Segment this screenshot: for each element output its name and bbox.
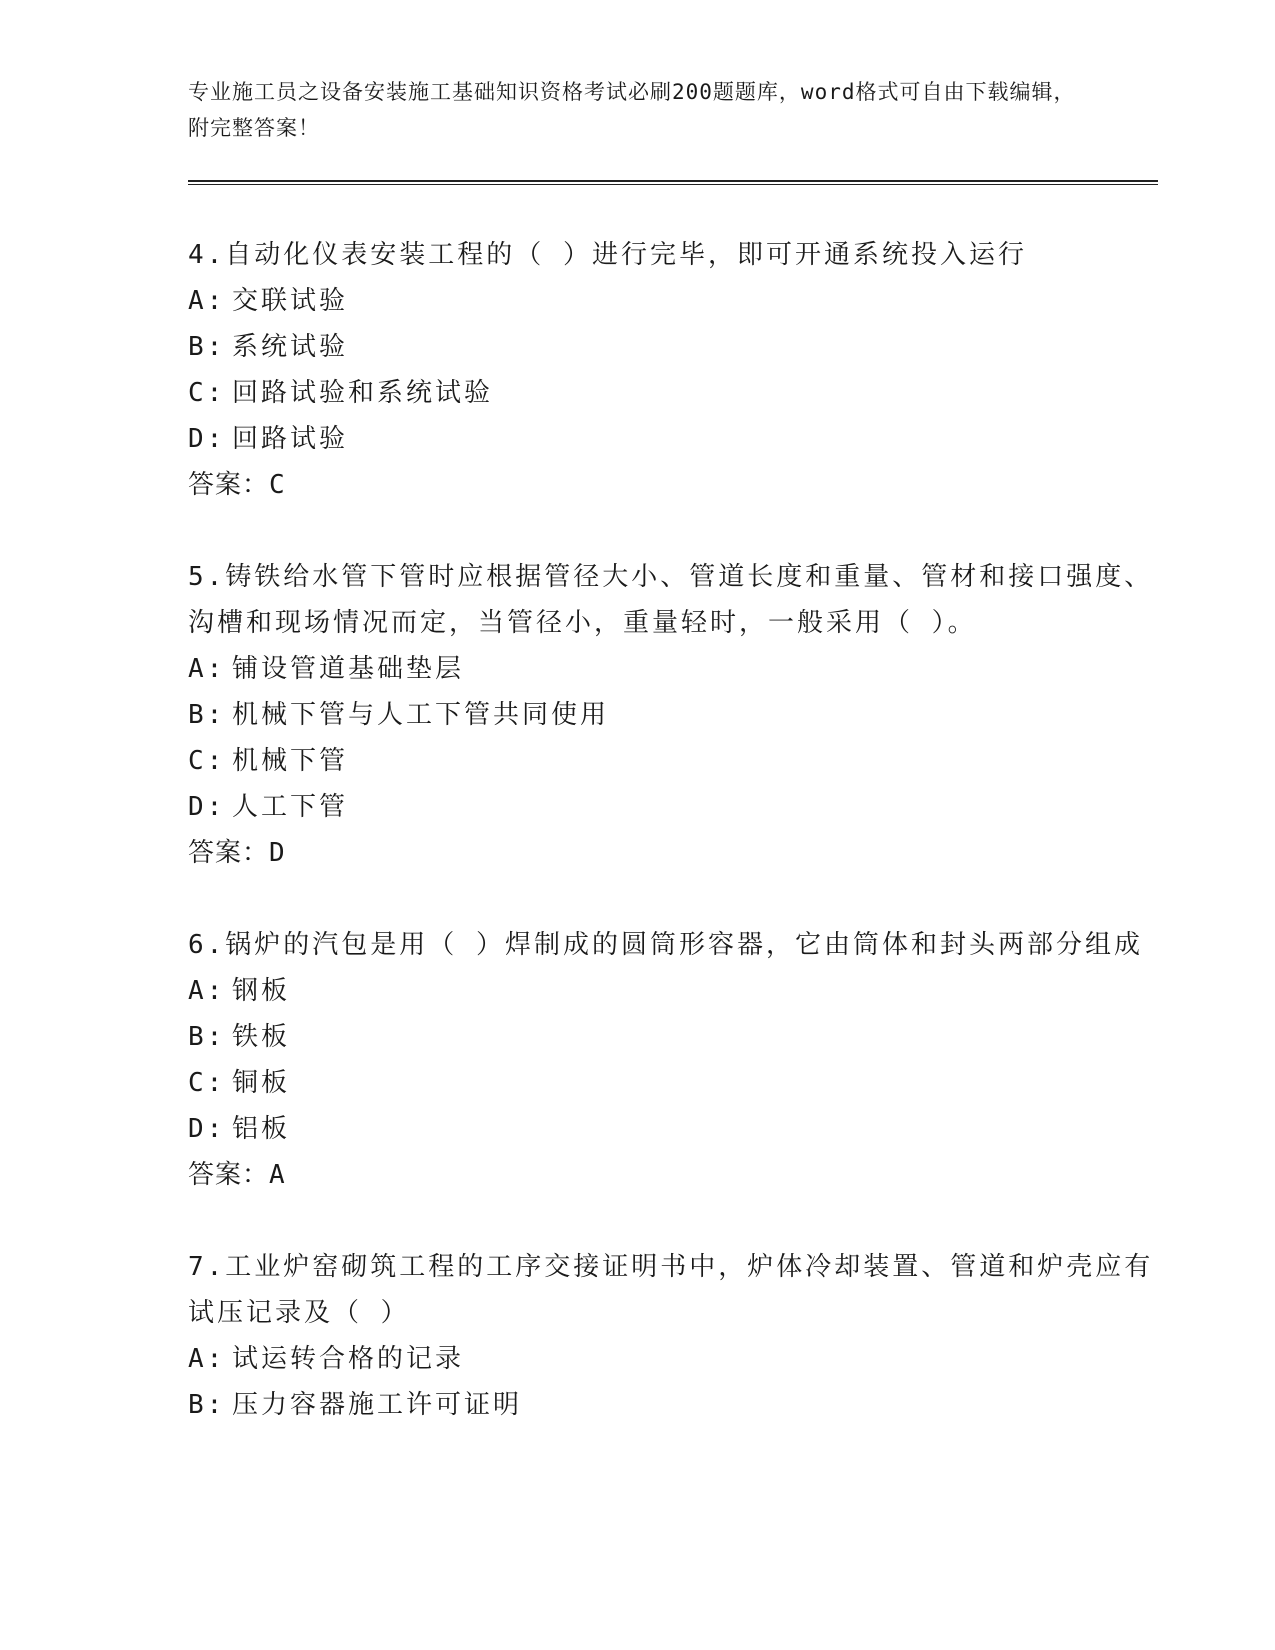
option-text: 钢板 [232, 976, 291, 1006]
option-key: D: [188, 424, 226, 454]
option-text: 回路试验 [232, 424, 349, 454]
option-key: C: [188, 746, 226, 776]
option-text: 试运转合格的记录 [232, 1344, 465, 1374]
option-b [188, 1014, 1158, 1060]
option-a [188, 646, 1158, 692]
option-d [188, 784, 1158, 830]
document-header: 专业施工员之设备安装施工基础知识资格考试必刷200题题库，word格式可自由下载编辑，附完整答案！ [188, 80, 1076, 140]
option-b [188, 1382, 1158, 1428]
option-text: 铜板 [232, 1068, 291, 1098]
option-text: 机械下管与人工下管共同使用 [232, 700, 610, 730]
question-7 [188, 1244, 1158, 1428]
option-key: B: [188, 700, 226, 730]
option-key: C: [188, 378, 226, 408]
question-stem: 6.锅炉的汽包是用（ ）焊制成的圆筒形容器，它由筒体和封头两部分组成 [188, 930, 1143, 960]
option-d [188, 416, 1158, 462]
answer-label: 答案： [188, 1160, 270, 1190]
question-6 [188, 922, 1158, 1198]
question-stem: 4.自动化仪表安装工程的（ ）进行完毕，即可开通系统投入运行 [188, 240, 1027, 270]
option-key: B: [188, 1390, 226, 1420]
answer-line [188, 1152, 1158, 1198]
option-text: 人工下管 [232, 792, 349, 822]
answer-line [188, 830, 1158, 876]
question-5 [188, 554, 1158, 876]
option-a [188, 1336, 1158, 1382]
question-stem: 7.工业炉窑砌筑工程的工序交接证明书中，炉体冷却装置、管道和炉壳应有试压记录及（ ） [188, 1252, 1154, 1328]
option-key: B: [188, 1022, 226, 1052]
answer-value: D [269, 838, 286, 868]
option-key: A: [188, 286, 226, 316]
option-b [188, 692, 1158, 738]
option-c [188, 738, 1158, 784]
option-d [188, 1106, 1158, 1152]
option-key: A: [188, 976, 226, 1006]
header-divider [188, 180, 1158, 185]
option-a [188, 968, 1158, 1014]
option-text: 铺设管道基础垫层 [232, 654, 465, 684]
answer-label: 答案： [188, 470, 270, 500]
question-4 [188, 232, 1158, 508]
option-b [188, 324, 1158, 370]
option-text: 系统试验 [232, 332, 349, 362]
option-key: A: [188, 654, 226, 684]
option-text: 压力容器施工许可证明 [232, 1390, 523, 1420]
option-key: C: [188, 1068, 226, 1098]
option-a [188, 278, 1158, 324]
option-text: 铁板 [232, 1022, 291, 1052]
option-text: 机械下管 [232, 746, 349, 776]
option-key: A: [188, 1344, 226, 1374]
option-key: D: [188, 1114, 226, 1144]
option-text: 回路试验和系统试验 [232, 378, 494, 408]
answer-label: 答案： [188, 838, 270, 868]
answer-value: A [269, 1160, 286, 1190]
option-key: B: [188, 332, 226, 362]
question-stem: 5.铸铁给水管下管时应根据管径大小、管道长度和重量、管材和接口强度、沟槽和现场情况而定，当管径小，重量轻时，一般采用（ ）。 [188, 562, 1154, 638]
question-list [188, 232, 1158, 1474]
option-text: 铝板 [232, 1114, 291, 1144]
option-text: 交联试验 [232, 286, 349, 316]
answer-line [188, 462, 1158, 508]
option-c [188, 370, 1158, 416]
answer-value: C [269, 470, 286, 500]
option-c [188, 1060, 1158, 1106]
option-key: D: [188, 792, 226, 822]
